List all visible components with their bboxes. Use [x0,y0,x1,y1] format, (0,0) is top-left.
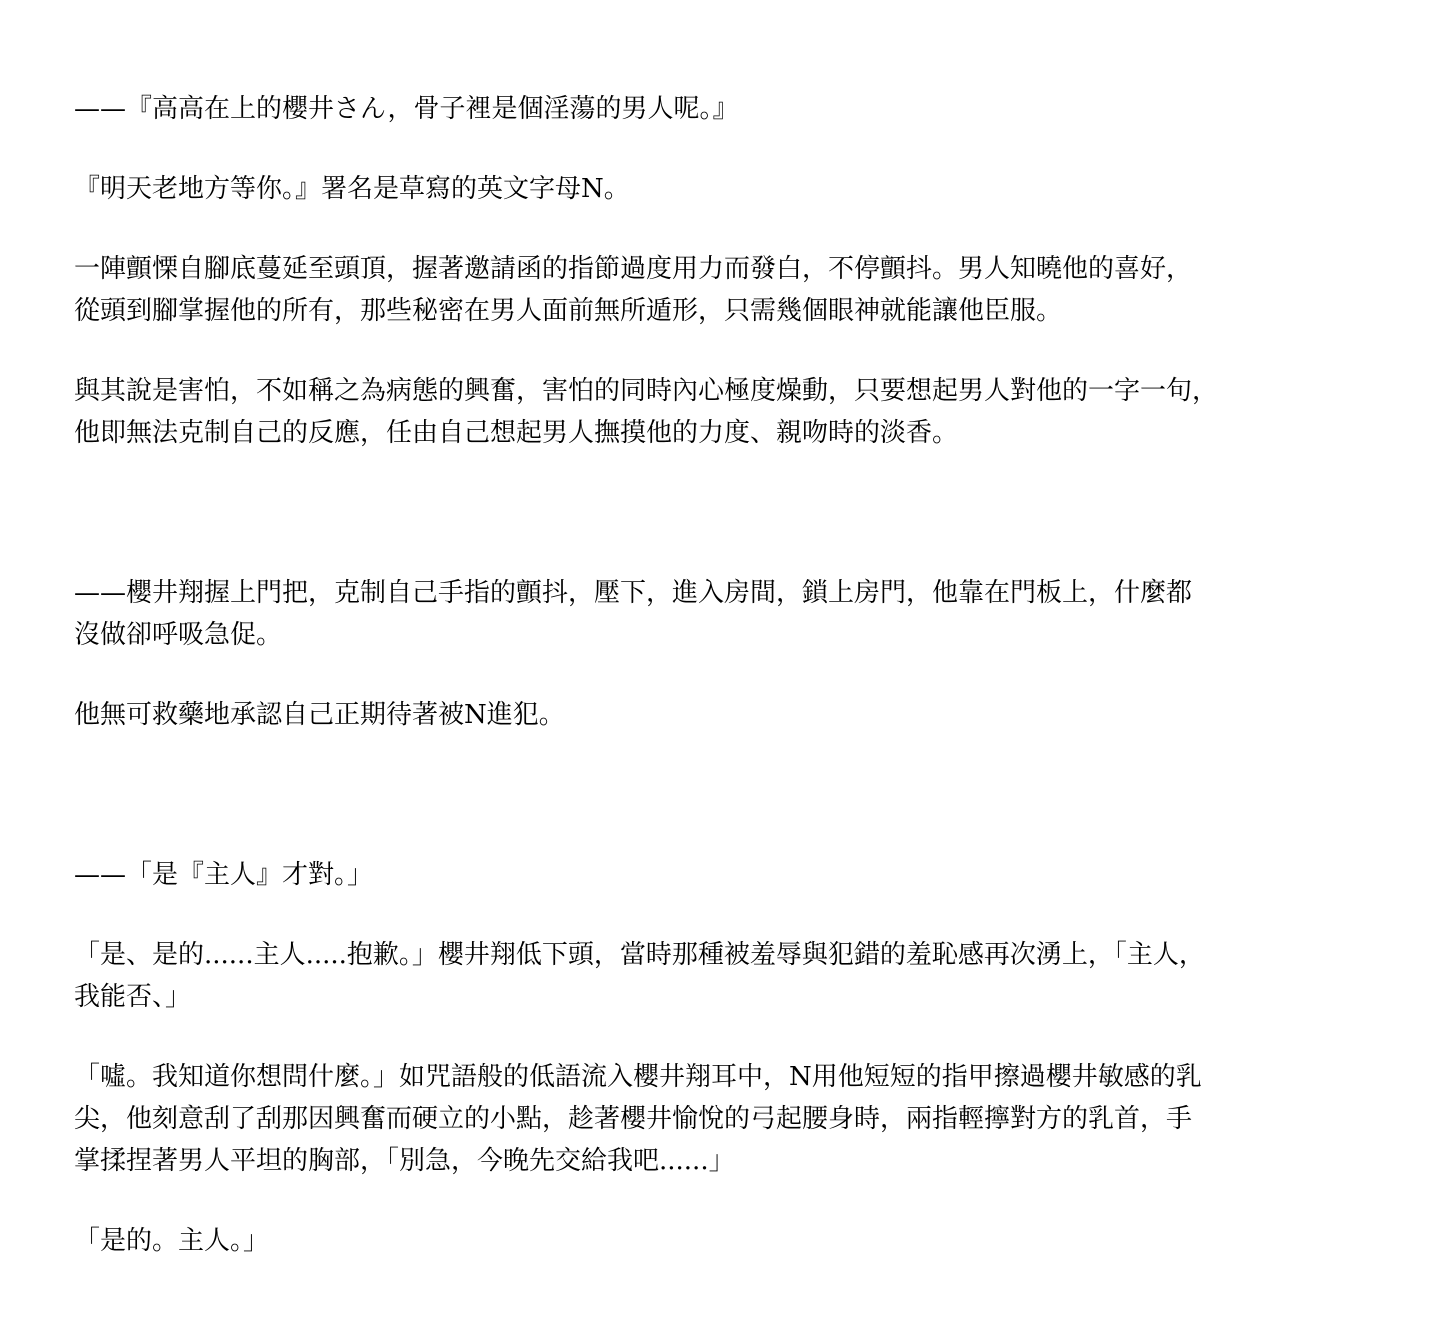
paragraph-line: 「是的。主人。」 [74,1226,270,1256]
paragraph-3 [74,248,1374,332]
paragraph-line: 「噓。我知道你想問什麼。」如咒語般的低語流入櫻井翔耳中，N用他短短的指甲擦過櫻井敏感的乳 [74,1062,1202,1092]
paragraph-9 [74,1056,1374,1182]
paragraph-5 [74,572,1374,656]
paragraph-line: 掌揉捏著男人平坦的胸部，「別急，今晚先交給我吧......」 [74,1146,735,1176]
paragraph-2 [74,168,1374,210]
paragraph-4 [74,370,1374,454]
paragraph-10 [74,1220,1374,1262]
paragraph-line: 『明天老地方等你。』署名是草寫的英文字母N。 [74,174,630,204]
paragraph-1 [74,88,1374,130]
paragraph-line: ——櫻井翔握上門把，克制自己手指的顫抖，壓下，進入房間，鎖上房門，他靠在門板上，什麼都 [74,578,1193,608]
document-body [74,88,1374,1262]
paragraph-line: ——「是『主人』才對。」 [74,860,374,890]
paragraph-line: 從頭到腳掌握他的所有，那些秘密在男人面前無所遁形，只需幾個眼神就能讓他臣服。 [74,296,1063,326]
paragraph-7 [74,854,1374,896]
paragraph-line: ——『高高在上的櫻井さん，骨子裡是個淫蕩的男人呢。』 [74,94,739,124]
paragraph-line: 尖，他刻意刮了刮那因興奮而硬立的小點，趁著櫻井愉悅的弓起腰身時，兩指輕擰對方的乳首，手 [74,1104,1193,1134]
paragraph-line: 他即無法克制自己的反應，任由自己想起男人撫摸他的力度、親吻時的淡香。 [74,418,959,448]
paragraph-line: 「是、是的......主人.....抱歉。」櫻井翔低下頭，當時那種被羞辱與犯錯的羞恥感再次湧上，「主人， [74,940,1205,970]
paragraph-line: 我能否、」 [74,982,192,1012]
paragraph-line: 與其說是害怕，不如稱之為病態的興奮，害怕的同時內心極度燥動，只要想起男人對他的一字一句， [74,376,1219,406]
paragraph-line: 一陣顫慄自腳底蔓延至頭頂，握著邀請函的指節過度用力而發白，不停顫抖。男人知曉他的喜好， [74,254,1193,284]
paragraph-line: 他無可救藥地承認自己正期待著被N進犯。 [74,700,565,730]
paragraph-8 [74,934,1374,1018]
paragraph-6 [74,694,1374,736]
paragraph-line: 沒做卻呼吸急促。 [74,620,283,650]
